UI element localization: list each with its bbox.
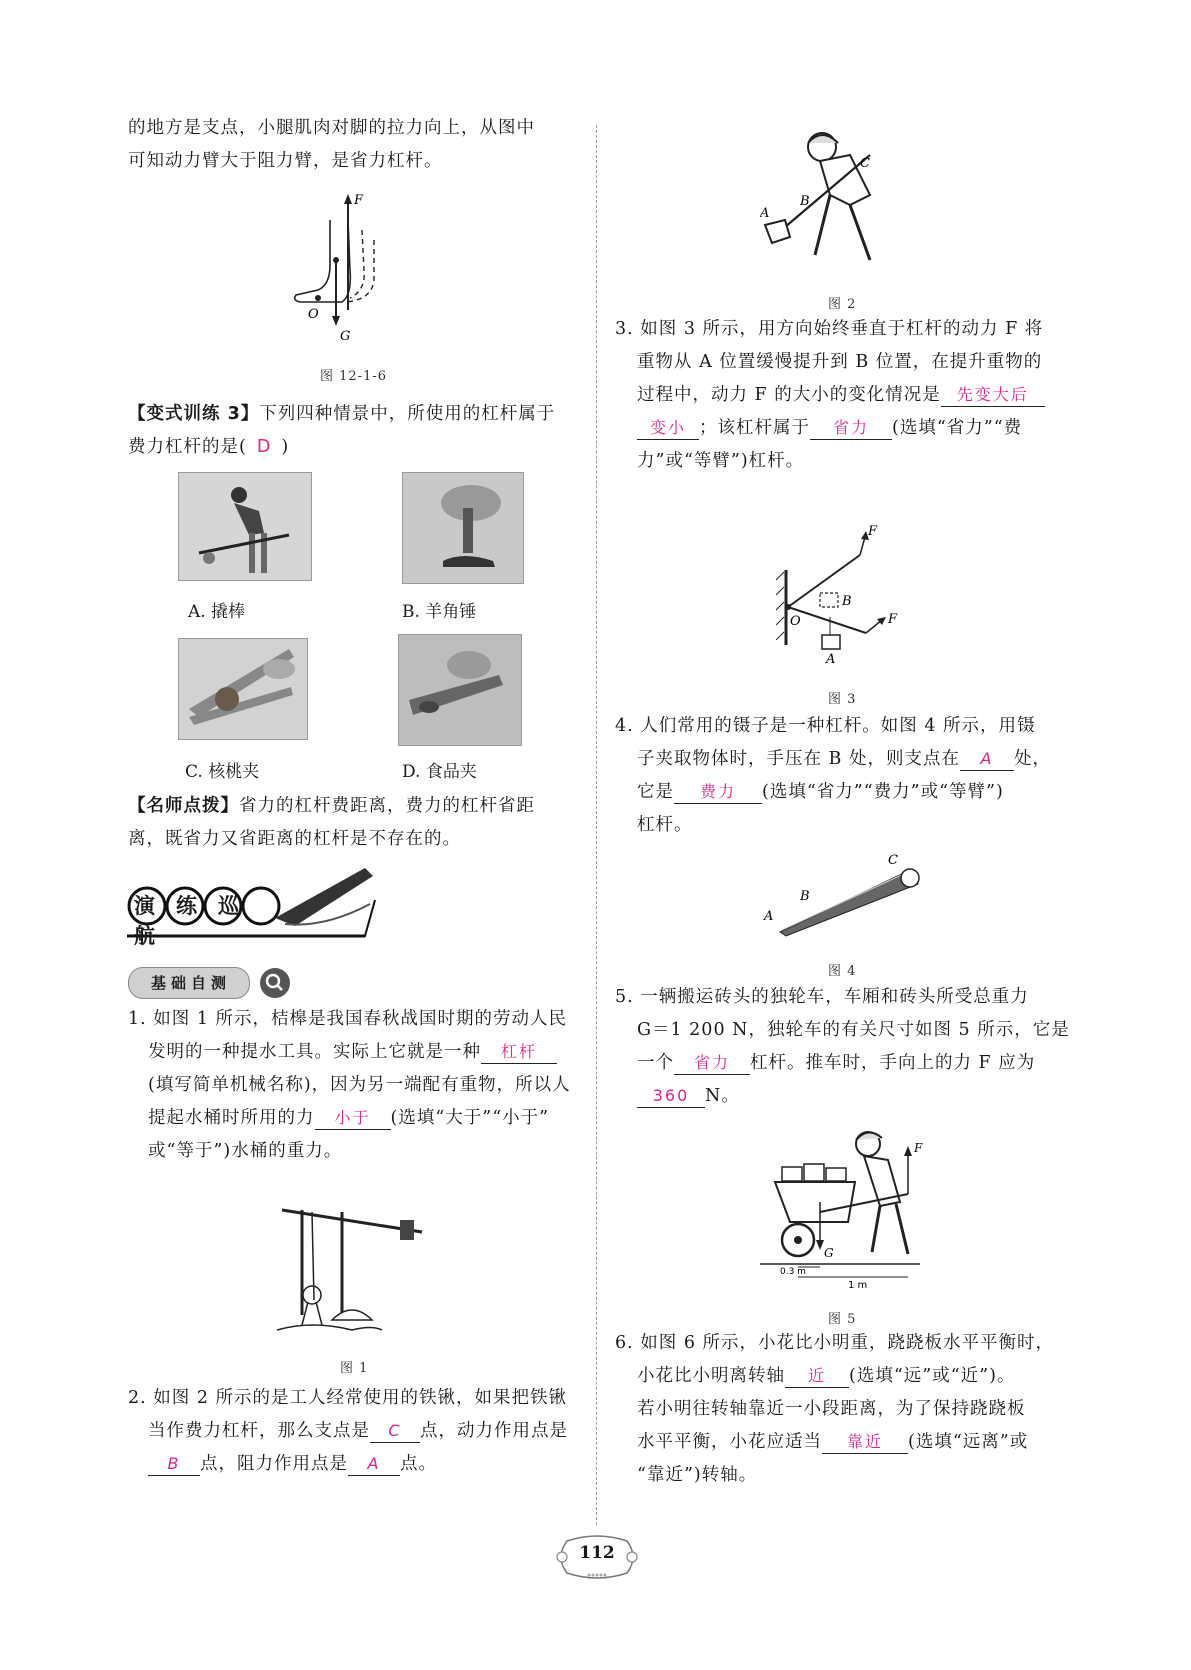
wheelbarrow-dim-2: 1 m bbox=[848, 1280, 868, 1291]
q5-text-3-post: 杠杆。推车时，手向上的力 F 应为 bbox=[750, 1053, 1036, 1073]
q6-line-2 bbox=[637, 1360, 1015, 1393]
fig5-caption: 图 5 bbox=[828, 1312, 857, 1327]
q6-line-1: 6. 如图 6 所示，小花比小明重，跷跷板水平平衡时， bbox=[615, 1333, 1055, 1353]
section-pill bbox=[128, 967, 250, 999]
lever3-label-f1: F bbox=[868, 525, 878, 539]
q6-text-2-post: (选填“远”或“近”)。 bbox=[849, 1366, 1016, 1386]
banner-title: 演练巡航 bbox=[134, 894, 260, 948]
shovel-label-c: C bbox=[860, 156, 870, 171]
figure-wheelbarrow bbox=[760, 1122, 930, 1292]
lever3-label-f2: F bbox=[888, 612, 898, 627]
q6-answer-1: 近 bbox=[785, 1365, 849, 1388]
option-d-label: D. 食品夹 bbox=[402, 762, 477, 782]
foot-label-f: F bbox=[354, 193, 364, 208]
tip-tag: 【名师点拨】 bbox=[128, 796, 239, 816]
q1-line-2 bbox=[148, 1036, 557, 1069]
q2-answer-2: B bbox=[148, 1453, 200, 1476]
photo-crowbar bbox=[178, 472, 312, 581]
photo-nutcracker bbox=[178, 638, 308, 740]
variant-text-2-pre: 费力杠杆的是( bbox=[128, 437, 247, 457]
variant-text-1: 下列四种情景中，所使用的杠杆属于 bbox=[259, 404, 556, 424]
tip-line-1 bbox=[128, 790, 535, 823]
shovel-label-a: A bbox=[760, 206, 770, 221]
q1-text-4-pre: 提起水桶时所用的力 bbox=[148, 1108, 315, 1128]
q1-text-2: 发明的一种提水工具。实际上它就是一种 bbox=[148, 1042, 481, 1062]
q6-answer-2: 靠近 bbox=[822, 1431, 908, 1454]
q3-line-5: 力”或“等臂”)杠杆。 bbox=[637, 451, 805, 471]
shovel-label-b: B bbox=[800, 194, 810, 209]
foot-caption: 图 12-1-6 bbox=[320, 369, 388, 384]
fig3-caption: 图 3 bbox=[828, 692, 857, 707]
q2-line-1: 2. 如图 2 所示的是工人经常使用的铁锹，如果把铁锹 bbox=[128, 1388, 568, 1408]
q5-line-3 bbox=[637, 1047, 1035, 1080]
q6-text-4-post: (选填“远离”或 bbox=[908, 1432, 1029, 1452]
figure-shovel bbox=[760, 125, 930, 275]
variant-text-2-post: ) bbox=[281, 437, 290, 457]
q3-answer-1a: 先变大后 bbox=[941, 384, 1045, 407]
q4-line-3 bbox=[637, 776, 1004, 809]
section-title: 基础自测 bbox=[151, 974, 232, 992]
q4-answer-1: A bbox=[960, 748, 1014, 771]
variant-tag: 【变式训练 3】 bbox=[128, 404, 260, 424]
q4-text-3-pre: 它是 bbox=[637, 782, 674, 802]
wheelbarrow-label-g: G bbox=[824, 1246, 834, 1260]
q2-text-3-post: 点。 bbox=[400, 1454, 437, 1474]
q4-line-1: 4. 人们常用的镊子是一种杠杆。如图 4 所示，用镊 bbox=[615, 716, 1036, 736]
figure-well-sweep bbox=[272, 1190, 432, 1340]
q5-line-2: G＝1 200 N，独轮车的有关尺寸如图 5 所示，它是 bbox=[637, 1020, 1070, 1040]
q4-line-4: 杠杆。 bbox=[637, 815, 693, 835]
lever3-label-b: B bbox=[842, 594, 852, 609]
lever3-label-o: O bbox=[790, 614, 801, 629]
q1-answer-2: 小于 bbox=[315, 1107, 391, 1130]
lever3-label-a: A bbox=[826, 652, 836, 665]
q3-line-3 bbox=[637, 379, 1045, 412]
fig4-caption: 图 4 bbox=[828, 964, 857, 979]
magnifier-icon bbox=[258, 966, 292, 1000]
photo-food-tongs bbox=[398, 634, 522, 746]
q1-line-4 bbox=[148, 1102, 549, 1135]
figure-tweezers bbox=[760, 850, 925, 940]
q6-text-4-pre: 水平平衡，小花应适当 bbox=[637, 1432, 822, 1452]
foot-label-g: G bbox=[340, 329, 351, 344]
q5-answer-2: 360 bbox=[637, 1085, 705, 1108]
tweezers-label-b: B bbox=[800, 889, 810, 904]
q6-line-3: 若小明往转轴靠近一小段距离，为了保持跷跷板 bbox=[637, 1399, 1026, 1419]
q6-line-5: “靠近”)转轴。 bbox=[637, 1465, 758, 1485]
foot-label-o: O bbox=[308, 307, 319, 322]
q2-answer-3: A bbox=[348, 1453, 400, 1476]
variant-line-1 bbox=[128, 398, 555, 431]
variant-line-2 bbox=[128, 431, 289, 464]
q2-line-2 bbox=[148, 1415, 568, 1448]
option-c-label: C. 核桃夹 bbox=[185, 762, 260, 782]
q3-text-4-post: (选填“省力”“费 bbox=[892, 418, 1023, 438]
q3-answer-1b: 变小 bbox=[637, 417, 699, 440]
fig2-caption: 图 2 bbox=[828, 297, 857, 312]
q1-line-1: 1. 如图 1 所示，桔槔是我国春秋战国时期的劳动人民 bbox=[128, 1009, 568, 1029]
q2-answer-1: C bbox=[370, 1420, 420, 1443]
q2-text-2-pre: 当作费力杠杆，那么支点是 bbox=[148, 1421, 370, 1441]
q1-line-5: 或“等于”)水桶的重力。 bbox=[148, 1141, 343, 1161]
photo-claw-hammer bbox=[402, 472, 524, 584]
option-b-label: B. 羊角锤 bbox=[402, 602, 477, 622]
variant-answer: D bbox=[256, 437, 272, 457]
tweezers-label-a: A bbox=[764, 909, 774, 924]
q5-text-4-post: N。 bbox=[705, 1086, 740, 1106]
banner-title-wrap bbox=[134, 890, 294, 950]
q2-text-2-post: 点，动力作用点是 bbox=[420, 1421, 568, 1441]
q2-text-3-mid: 点，阻力作用点是 bbox=[200, 1454, 348, 1474]
option-a-label: A. 撬棒 bbox=[188, 602, 246, 622]
q4-text-2-pre: 子夹取物体时，手压在 B 处，则支点在 bbox=[637, 749, 960, 769]
page-number: 112 bbox=[579, 1543, 615, 1563]
q5-line-4 bbox=[637, 1080, 740, 1113]
q1-line-3: (填写简单机械名称)，因为另一端配有重物，所以人 bbox=[148, 1075, 571, 1095]
q3-line-1: 3. 如图 3 所示，用方向始终垂直于杠杆的动力 F 将 bbox=[615, 319, 1044, 339]
column-divider bbox=[596, 125, 597, 1525]
intro-line-2: 可知动力臂大于阻力臂，是省力杠杆。 bbox=[128, 151, 443, 171]
q3-line-4 bbox=[637, 412, 1022, 445]
q4-line-2 bbox=[637, 743, 1051, 776]
wheelbarrow-label-f: F bbox=[914, 1141, 923, 1155]
tip-line-2: 离，既省力又省距离的杠杆是不存在的。 bbox=[128, 829, 461, 849]
tip-text-1: 省力的杠杆费距离，费力的杠杆省距 bbox=[239, 796, 535, 816]
wheelbarrow-dim-1: 0.3 m bbox=[780, 1267, 806, 1277]
intro-line-1: 的地方是支点，小腿肌肉对脚的拉力向上，从图中 bbox=[128, 118, 535, 138]
q5-text-3-pre: 一个 bbox=[637, 1053, 674, 1073]
q3-text-3-pre: 过程中，动力 F 的大小的变化情况是 bbox=[637, 385, 941, 405]
figure-lever-3 bbox=[770, 525, 920, 665]
figure-foot bbox=[290, 190, 420, 350]
q4-text-3-post: (选填“省力”“费力”或“等臂”) bbox=[762, 782, 1004, 802]
q5-answer-1: 省力 bbox=[674, 1052, 750, 1075]
q6-line-4 bbox=[637, 1426, 1028, 1459]
tweezers-label-c: C bbox=[888, 853, 898, 868]
q3-text-4-mid: ；该杠杆属于 bbox=[699, 418, 810, 438]
q5-line-1: 5. 一辆搬运砖头的独轮车，车厢和砖头所受总重力 bbox=[615, 987, 1029, 1007]
q3-answer-2: 省力 bbox=[810, 417, 892, 440]
q1-answer-1: 杠杆 bbox=[481, 1041, 557, 1064]
fig1-caption: 图 1 bbox=[340, 1361, 369, 1376]
q4-text-2-post: 处， bbox=[1013, 749, 1051, 769]
q1-text-4-post: (选填“大于”“小于” bbox=[390, 1108, 550, 1128]
q4-answer-2: 费力 bbox=[674, 781, 762, 804]
q3-line-2: 重物从 A 位置缓慢提升到 B 位置，在提升重物的 bbox=[637, 352, 1043, 372]
q2-line-3 bbox=[148, 1448, 437, 1481]
q6-text-2-pre: 小花比小明离转轴 bbox=[637, 1366, 785, 1386]
